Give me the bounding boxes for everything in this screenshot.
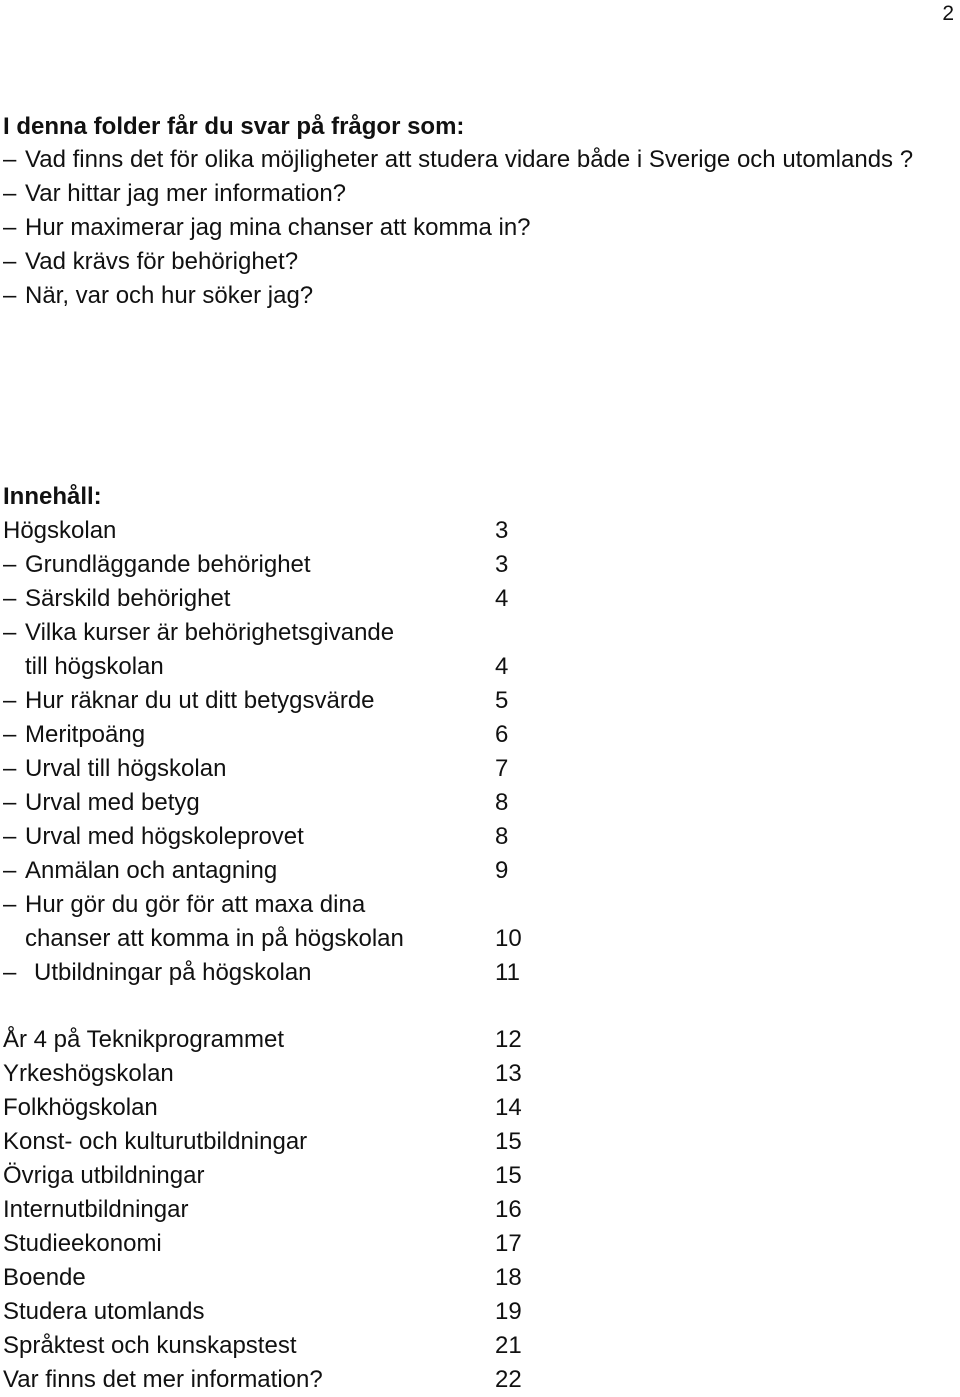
toc-entry xyxy=(3,752,563,786)
dash-marker: – xyxy=(3,891,17,918)
toc-entry-label: År 4 på Teknikprogrammet xyxy=(3,1026,285,1053)
toc-entry-page: 14 xyxy=(495,1094,522,1121)
toc-entry-label: Meritpoäng xyxy=(25,721,146,748)
toc-entry-continuation xyxy=(3,922,563,956)
toc-entry-label: till högskolan xyxy=(25,653,164,680)
question-text: Vad finns det för olika möjligheter att studera vidare både i Sverige och utomlands ? xyxy=(25,146,914,173)
toc-entry-label: Grundläggande behörighet xyxy=(25,551,311,578)
toc-entry-page: 19 xyxy=(495,1298,522,1325)
toc-entry-page: 11 xyxy=(495,959,520,986)
toc-entry xyxy=(3,548,563,582)
toc-entry-page: 8 xyxy=(495,823,509,850)
toc-entry-page: 17 xyxy=(495,1230,522,1257)
question-text: Hur maximerar jag mina chanser att komma in? xyxy=(25,214,531,241)
toc-entry-label: Boende xyxy=(3,1264,86,1291)
toc-entry xyxy=(3,854,563,888)
toc-entry-label: Anmälan och antagning xyxy=(25,857,278,884)
toc-entry-page: 3 xyxy=(495,517,509,544)
toc-entry xyxy=(3,820,563,854)
toc-entry-page: 12 xyxy=(495,1026,522,1053)
toc-entry-label: Hur gör du gör för att maxa dina xyxy=(25,891,366,918)
dash-marker: – xyxy=(3,551,17,578)
dash-marker: – xyxy=(3,959,17,986)
toc-entry-label: Urval till högskolan xyxy=(25,755,227,782)
dash-marker: – xyxy=(3,687,17,714)
toc-entry-page: 9 xyxy=(495,857,509,884)
toc-entry xyxy=(3,718,563,752)
toc-entry xyxy=(3,582,563,616)
dash-marker: – xyxy=(3,619,17,646)
toc-entry xyxy=(3,1159,563,1193)
toc-entry-label: Internutbildningar xyxy=(3,1196,189,1223)
question-text: När, var och hur söker jag? xyxy=(25,282,314,309)
dash-marker: – xyxy=(3,755,17,782)
toc-entry-page: 8 xyxy=(495,789,509,816)
toc-entry xyxy=(3,1261,563,1295)
intro-section xyxy=(3,111,943,313)
toc-entry-label: Högskolan xyxy=(3,517,117,544)
toc-entry-label: Urval med betyg xyxy=(25,789,200,816)
toc-entry xyxy=(3,1363,563,1397)
toc-entry xyxy=(3,888,563,922)
intro-question xyxy=(3,279,943,313)
intro-question xyxy=(3,143,943,177)
dash-marker: – xyxy=(3,823,17,850)
dash-marker: – xyxy=(3,146,17,173)
toc-entry-page: 18 xyxy=(495,1264,522,1291)
toc-entry-label: Utbildningar på högskolan xyxy=(34,959,312,986)
dash-marker: – xyxy=(3,180,17,207)
toc-entry-page: 10 xyxy=(495,925,522,952)
toc-entry xyxy=(3,616,563,650)
toc-entry-page: 5 xyxy=(495,687,509,714)
toc-entry xyxy=(3,1125,563,1159)
toc-entry-label: Övriga utbildningar xyxy=(3,1162,205,1189)
toc-entry-label: Folkhögskolan xyxy=(3,1094,158,1121)
section-gap xyxy=(3,990,563,1023)
toc-entry xyxy=(3,1193,563,1227)
intro-heading: I denna folder får du svar på frågor som: xyxy=(3,113,465,140)
intro-question xyxy=(3,245,943,279)
page-number: 2 xyxy=(942,2,954,25)
toc-entry-label: Studieekonomi xyxy=(3,1230,162,1257)
dash-marker: – xyxy=(3,214,17,241)
toc-entry xyxy=(3,1295,563,1329)
toc-entry-page: 15 xyxy=(495,1162,522,1189)
question-text: Var hittar jag mer information? xyxy=(25,180,347,207)
toc-entry-label: Särskild behörighet xyxy=(25,585,231,612)
toc-entry-page: 3 xyxy=(495,551,509,578)
toc-entry-label: chanser att komma in på högskolan xyxy=(25,925,404,952)
toc-entry-page: 22 xyxy=(495,1366,522,1393)
toc-entry-label: Var finns det mer information? xyxy=(3,1366,323,1393)
toc-entry xyxy=(3,684,563,718)
intro-question xyxy=(3,211,943,245)
toc-entry xyxy=(3,1057,563,1091)
toc-entry-label: Hur räknar du ut ditt betygsvärde xyxy=(25,687,375,714)
toc-entry xyxy=(3,1227,563,1261)
dash-marker: – xyxy=(3,585,17,612)
toc-entry-label: Yrkeshögskolan xyxy=(3,1060,174,1087)
toc-entry xyxy=(3,1091,563,1125)
toc-entry-label: Språktest och kunskapstest xyxy=(3,1332,297,1359)
toc-entry-page: 7 xyxy=(495,755,509,782)
toc-entry-label: Vilka kurser är behörighetsgivande xyxy=(25,619,395,646)
toc-entry-page: 21 xyxy=(495,1332,522,1359)
toc-entry-continuation xyxy=(3,650,563,684)
table-of-contents xyxy=(3,480,563,1397)
dash-marker: – xyxy=(3,789,17,816)
toc-heading: Innehåll: xyxy=(3,483,102,510)
toc-entry xyxy=(3,514,563,548)
intro-question xyxy=(3,177,943,211)
toc-entry xyxy=(3,1023,563,1057)
toc-entry-page: 6 xyxy=(495,721,509,748)
dash-marker: – xyxy=(3,282,17,309)
dash-marker: – xyxy=(3,721,17,748)
toc-entry-label: Urval med högskoleprovet xyxy=(25,823,304,850)
toc-entry xyxy=(3,1329,563,1363)
toc-entry xyxy=(3,956,563,990)
question-text: Vad krävs för behörighet? xyxy=(25,248,299,275)
toc-entry xyxy=(3,786,563,820)
dash-marker: – xyxy=(3,857,17,884)
toc-entry-page: 13 xyxy=(495,1060,522,1087)
toc-entry-page: 4 xyxy=(495,585,509,612)
dash-marker: – xyxy=(3,248,17,275)
toc-entry-label: Konst- och kulturutbildningar xyxy=(3,1128,308,1155)
toc-entry-label: Studera utomlands xyxy=(3,1298,205,1325)
toc-entry-page: 4 xyxy=(495,653,509,680)
toc-entry-page: 16 xyxy=(495,1196,522,1223)
toc-entry-page: 15 xyxy=(495,1128,522,1155)
